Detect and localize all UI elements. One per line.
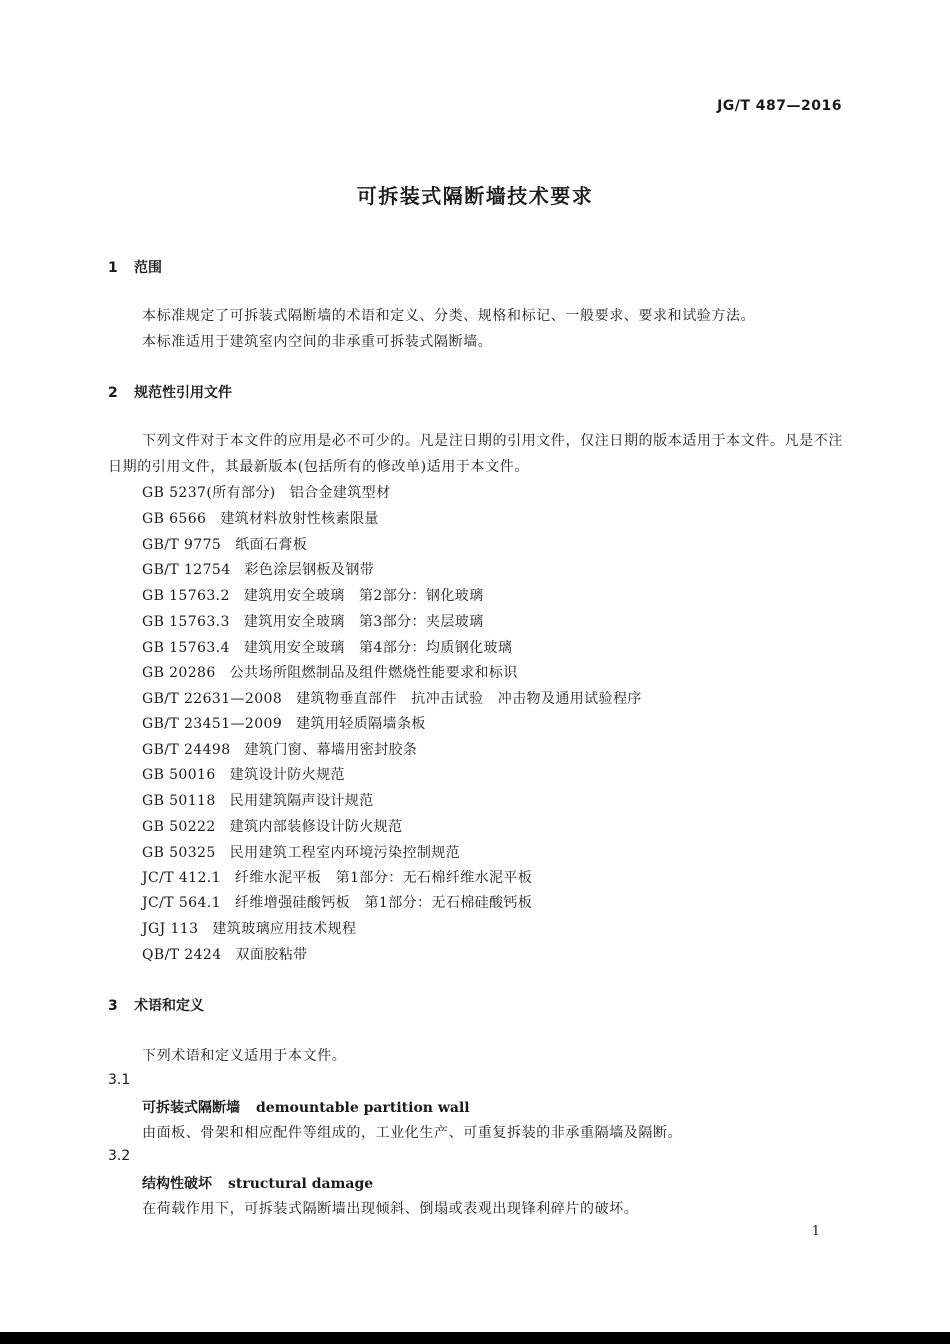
reference-code: GB/T 12754 xyxy=(142,562,231,578)
reference-code: GB 50222 xyxy=(142,819,216,835)
reference-code: GB 6566 xyxy=(142,511,207,527)
reference-title: 建筑玻璃应用技术规程 xyxy=(212,921,357,937)
reference-title: 纸面石膏板 xyxy=(235,537,308,553)
reference-item xyxy=(142,688,642,708)
reference-title: 建筑材料放射性核素限量 xyxy=(220,511,379,527)
reference-code: GB/T 24498 xyxy=(142,742,231,758)
reference-title: 彩色涂层钢板及钢带 xyxy=(244,562,375,578)
term-name-zh: 结构性破坏 xyxy=(142,1176,212,1192)
reference-code: JC/T 564.1 xyxy=(142,895,221,911)
reference-code: GB/T 9775 xyxy=(142,537,222,553)
section-heading-terms xyxy=(108,995,204,1015)
term-name xyxy=(142,1173,373,1193)
term-name-en: structural damage xyxy=(228,1176,374,1192)
document-title: 可拆装式隔断墙技术要求 xyxy=(356,184,594,208)
reference-code: GB 15763.4 xyxy=(142,640,230,656)
reference-item xyxy=(142,662,518,682)
reference-item xyxy=(142,892,532,912)
reference-code: JGJ 113 xyxy=(142,921,199,937)
section-number: 1 xyxy=(108,260,118,276)
reference-code: GB/T 23451—2009 xyxy=(142,716,283,732)
paragraph: 本标准规定了可拆装式隔断墙的术语和定义、分类、规格和标记、一般要求、要求和试验方法。 xyxy=(142,308,756,324)
reference-code: GB 15763.3 xyxy=(142,614,230,630)
reference-title: 纤维水泥平板 第1部分：无石棉纤维水泥平板 xyxy=(234,870,533,886)
reference-title: 建筑用安全玻璃 第3部分：夹层玻璃 xyxy=(243,614,484,630)
reference-item xyxy=(142,713,426,733)
reference-item xyxy=(142,534,307,554)
reference-item xyxy=(142,739,417,759)
term-number: 3.1 xyxy=(108,1072,131,1088)
standard-code: JG/T 487—2016 xyxy=(717,98,842,114)
reference-code: GB 20286 xyxy=(142,665,216,681)
reference-item xyxy=(142,944,308,964)
reference-item xyxy=(142,482,391,502)
reference-item xyxy=(142,637,512,657)
reference-item xyxy=(142,867,532,887)
reference-title: 建筑内部装修设计防火规范 xyxy=(229,819,403,835)
reference-item xyxy=(142,918,356,938)
reference-title: 民用建筑隔声设计规范 xyxy=(229,793,374,809)
reference-title: 铝合金建筑型材 xyxy=(289,485,391,501)
page-number: 1 xyxy=(811,1224,820,1239)
section-title: 范围 xyxy=(134,260,162,276)
term-definition: 在荷载作用下，可拆装式隔断墙出现倾斜、倒塌或表观出现锋利碎片的破坏。 xyxy=(142,1201,639,1217)
term-definition: 由面板、骨架和相应配件等组成的，工业化生产、可重复拆装的非承重隔墙及隔断。 xyxy=(142,1125,683,1141)
term-name-zh: 可拆装式隔断墙 xyxy=(142,1100,240,1116)
reference-item xyxy=(142,611,484,631)
section-title: 规范性引用文件 xyxy=(134,385,232,401)
reference-item xyxy=(142,842,460,862)
reference-title: 建筑设计防火规范 xyxy=(229,767,345,783)
reference-item xyxy=(142,764,345,784)
reference-item xyxy=(142,508,379,528)
reference-code: GB 15763.2 xyxy=(142,588,230,604)
reference-code: GB/T 22631—2008 xyxy=(142,691,283,707)
reference-title: 建筑门窗、幕墙用密封胶条 xyxy=(244,742,418,758)
reference-code: GB 50118 xyxy=(142,793,216,809)
bottom-border xyxy=(0,1332,950,1344)
section-title: 术语和定义 xyxy=(134,998,204,1014)
section-heading-references xyxy=(108,382,232,402)
reference-item xyxy=(142,585,484,605)
section-number: 3 xyxy=(108,998,118,1014)
terms-intro: 下列术语和定义适用于本文件。 xyxy=(142,1048,347,1064)
term-name xyxy=(142,1097,470,1117)
reference-code: QB/T 2424 xyxy=(142,947,222,963)
reference-title: 民用建筑工程室内环境污染控制规范 xyxy=(229,845,461,861)
reference-title: 建筑用轻质隔墙条板 xyxy=(296,716,426,732)
section-heading-scope xyxy=(108,257,162,277)
reference-title: 建筑用安全玻璃 第2部分：钢化玻璃 xyxy=(243,588,484,604)
reference-code: GB 50016 xyxy=(142,767,216,783)
reference-title: 纤维增强硅酸钙板 第1部分：无石棉硅酸钙板 xyxy=(234,895,533,911)
reference-title: 双面胶粘带 xyxy=(235,947,308,963)
paragraph: 本标准适用于建筑室内空间的非承重可拆装式隔断墙。 xyxy=(142,334,493,350)
term-name-en: demountable partition wall xyxy=(256,1100,470,1116)
reference-code: GB 5237(所有部分) xyxy=(142,485,276,501)
reference-code: JC/T 412.1 xyxy=(142,870,221,886)
reference-code: GB 50325 xyxy=(142,845,216,861)
reference-item xyxy=(142,559,374,579)
references-intro: 下列文件对于本文件的应用是必不可少的。凡是注日期的引用文件，仅注日期的版本适用于本文件。凡是不注日期的引用文件，其最新版本(包括所有的修改单)适用于本文件。 xyxy=(108,433,843,475)
term-number: 3.2 xyxy=(108,1148,131,1164)
reference-title: 公共场所阻燃制品及组件燃烧性能要求和标识 xyxy=(229,665,518,681)
section-number: 2 xyxy=(108,385,118,401)
reference-title: 建筑用安全玻璃 第4部分：均质钢化玻璃 xyxy=(243,640,513,656)
reference-item xyxy=(142,790,374,810)
reference-item xyxy=(142,816,402,836)
reference-title: 建筑物垂直部件 抗冲击试验 冲击物及通用试验程序 xyxy=(296,691,642,707)
